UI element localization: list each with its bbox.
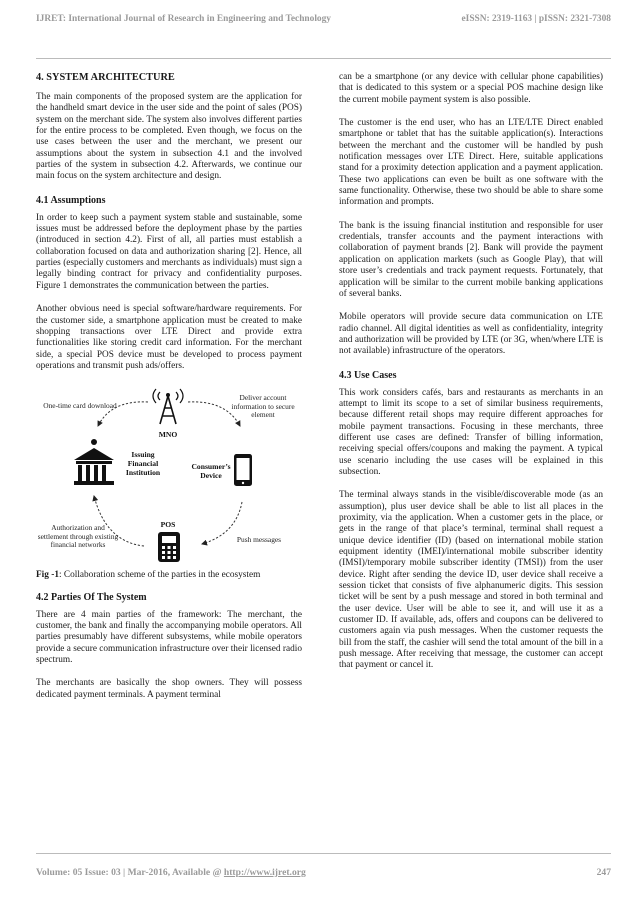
section-4-1-title: 4.1 Assumptions — [36, 194, 106, 206]
section-4-3-paragraph-1: This work considers cafés, bars and restaurants as merchants in an attempt to limit its scope to a set of similar business requirements, because different retail shops may require different approaches for mobile payment transactions. Focusing in these merchants, three different use cases are defined: Transfer of billing information, receiving special offers/coupons and making the payment. A typical use scenario including the use cases will be explained in this subsection. — [339, 387, 603, 477]
page-number: 247 — [596, 867, 611, 878]
label-deliver-account: Deliver account information to secure element — [231, 393, 295, 420]
section-4-3-paragraph-2: The terminal always stands in the visible/discoverable mode (as an assumption), plus user device shall be able to list all places in the proximity, via the application. When a customer gets in the place, or gets in the range of that place’s terminal, terminal shall request a unique device identifier (ID) (based on international mobile station equipment identity (IMEI)/international mobile subscriber identity (IMSI)/temporary mobile subscriber identity (TMSI)) from the user device. Right after sending the device ID, user device shall receive a session ticket that consists of five alphanumeric digits. This session ticket will be sent by a push message and stored in both terminal and the user device. User will be able to see it, and will use it as a customer ID. If available, ads, offers and coupons can be delivered to customers again via push messages. When the customer requests the bill from the staff, the cashier will send the total amount of the bill in a push message. After receiving that message, the customer can accept that payment or cancel it. — [339, 490, 603, 671]
label-push-messages: Push messages — [236, 535, 282, 545]
section-4-2-title: 4.2 Parties Of The System — [36, 591, 147, 603]
header-rule — [36, 58, 611, 59]
label-issuing-institution: Issuing Financial Institution — [125, 450, 161, 478]
collaboration-figure — [36, 384, 302, 566]
cell-tower-icon — [153, 389, 183, 424]
label-authorization-settlement: Authorization and settlement through existing financial networks — [37, 523, 119, 550]
right-column — [339, 72, 603, 684]
pos-terminal-icon — [158, 532, 180, 562]
left-column — [36, 72, 302, 713]
label-consumer-device: Consumer’s Device — [191, 462, 231, 481]
label-onetime-download: One-time card download — [43, 401, 117, 411]
issn: eISSN: 2319-1163 | pISSN: 2321-7308 — [461, 14, 611, 24]
caption-text: : Collaboration scheme of the parties in the ecosystem — [58, 570, 261, 581]
caption-label: Fig -1 — [36, 570, 59, 581]
section-4-3-title: 4.3 Use Cases — [339, 369, 397, 381]
right-paragraph-4: Mobile operators will provide secure data communication on LTE radio channel. All digital identities as well as confidentiality, integrity and authorization will be provided by LTE (or 3G, when/where LTE is not available) infrastructure of the operators. — [339, 312, 603, 357]
section-4-2-paragraph-2: The merchants are basically the shop owners. They will possess dedicated payment terminals. A payment terminal — [36, 678, 302, 700]
right-paragraph-1: can be a smartphone (or any device with cellular phone capabilities) that is dedicated to this system or a special POS machine design like the current mobile payment system is also possible. — [339, 72, 603, 105]
bank-icon — [74, 439, 114, 485]
figure-caption — [36, 570, 302, 581]
section-4-1-paragraph-2: Another obvious need is special software/hardware requirements. For the customer side, a smartphone application must be created to make shopping transactions over LTE Direct and provide extra functionalities like storing credit card information. For the merchant side, a special POS device must be developed to process payment operations and transmit push ads/offers. — [36, 304, 302, 371]
section-4-title: 4. SYSTEM ARCHITECTURE — [36, 72, 175, 83]
section-4-2-paragraph-1: There are 4 main parties of the framework: The merchant, the customer, the bank and finally the accompanying mobile operators. All parties presumably have different subsystems, while mobile operators provide a secure communication infrastructure over their licensed radio spectrum. — [36, 609, 302, 665]
running-header — [36, 14, 611, 30]
right-paragraph-2: The customer is the end user, who has an LTE/LTE Direct enabled smartphone or tablet that has the suitable application(s). Interactions between the merchant and the customer will be handled by push notification messages over LTE Direct. Here, suitable applications stand for a proximity detection application and a payment application. These two applications can even be built as one software with the same functionality. Otherwise, these two should be able to share some information and prompts. — [339, 118, 603, 208]
running-footer — [36, 867, 611, 878]
footer-rule — [36, 853, 611, 854]
right-paragraph-3: The bank is the issuing financial institution and responsible for user credentials, transfer accounts and the payment interactions with collaboration of payment brands [2]. Bank will provide the payment application on application markets (such as Google Play), that will store user’s credentials and track payment requests. Fortunately, that application will be similar to the current mobile banking applications of several banks. — [339, 220, 603, 299]
journal-name: IJRET: International Journal of Research in Engineering and Technology — [36, 14, 331, 24]
label-pos: POS — [160, 520, 176, 530]
footer-volume: Volume: 05 Issue: 03 | Mar-2016, Available @ — [36, 867, 224, 878]
footer-link[interactable]: http://www.ijret.org — [223, 867, 306, 878]
section-4-paragraph: The main components of the proposed system are the application for the handheld smart device in the user side and the point of sales (POS) system on the merchant side. The system also involves different parties for the entire process to be completed. Even though, we focus on the use cases between the user and the merchant, we present our assumptions about the system in subsection 4.1 and the involved parties of the system in subsection 4.2. Afterwards, we continue our main focus on the system architecture and design. — [36, 92, 302, 182]
section-4-1-paragraph-1: In order to keep such a payment system stable and sustainable, some issues must be addressed before the deployment phase by the parties (introduced in section 4.2). First of all, all parties must establish a collaboration focused on data and authorization sharing [2]. Hence, all parties (especially customers and merchants as individuals) must sign a legally binding contract for privacy and confidentiality purposes. Figure 1 demonstrates the communication between the parties. — [36, 212, 302, 291]
label-mno: MNO — [158, 430, 178, 440]
